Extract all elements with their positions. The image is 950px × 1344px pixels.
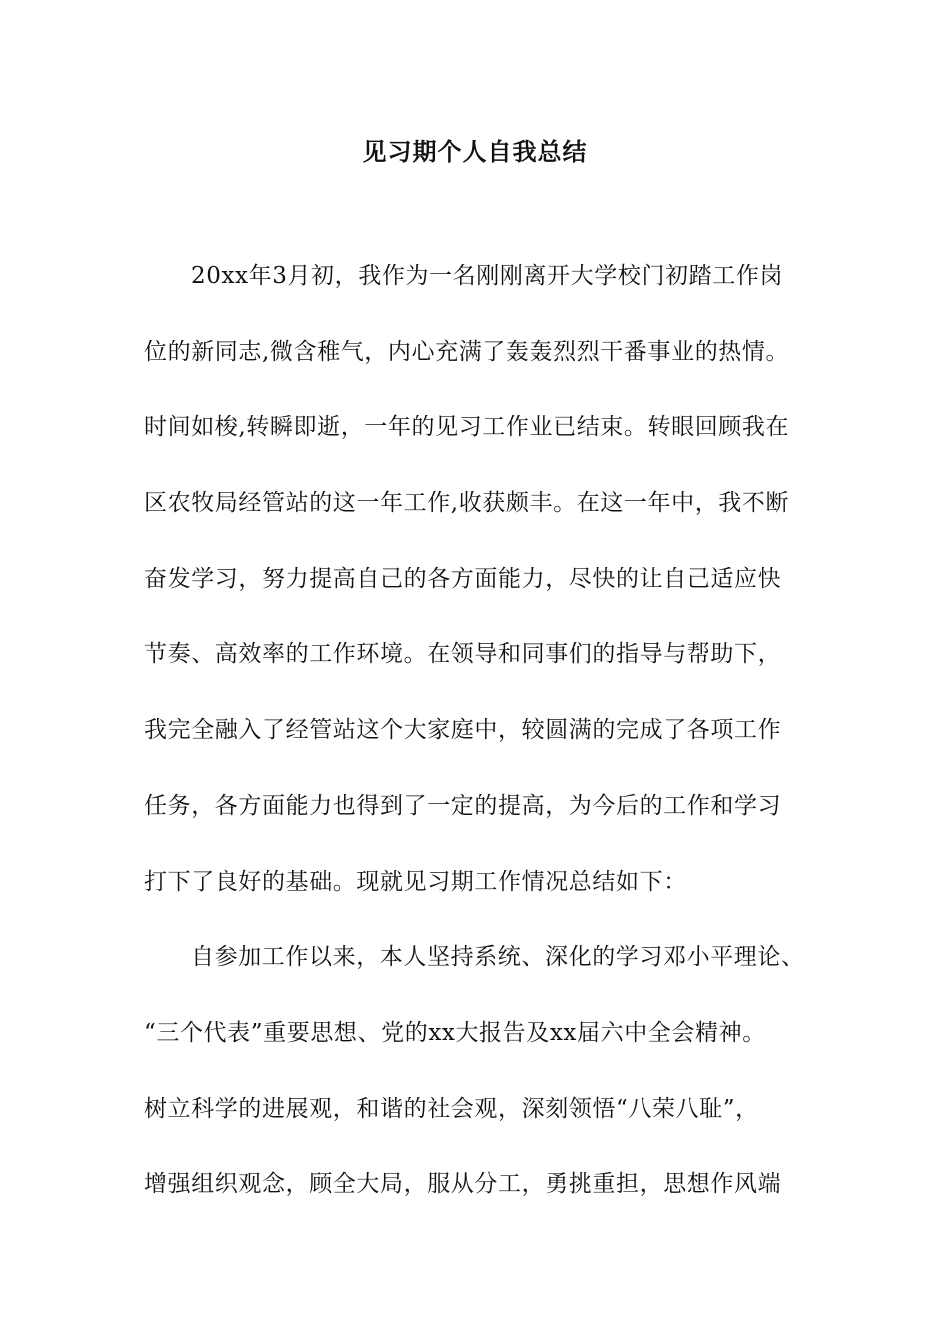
paragraph-line: 时间如梭,转瞬即逝，一年的见习工作业已结束。转眼回顾我在	[144, 414, 790, 441]
paragraph-line: 位的新同志,微含稚气，内心充满了轰轰烈烈干番事业的热情。	[144, 338, 790, 365]
paragraph-line: 自参加工作以来，本人坚持系统、深化的学习邓小平理论、	[191, 944, 805, 971]
paragraph-line: 节奏、高效率的工作环境。在领导和同事们的指导与帮助下，	[144, 641, 782, 668]
paragraph-line: 区农牧局经管站的这一年工作,收获颇丰。在这一年中，我不断	[144, 490, 790, 517]
paragraph-line: 任务，各方面能力也得到了一定的提高，为今后的工作和学习	[144, 792, 782, 819]
paragraph-line: “三个代表”重要思想、党的xx大报告及xx届六中全会精神。	[144, 1019, 766, 1046]
paragraph-line: 我完全融入了经管站这个大家庭中，较圆满的完成了各项工作	[144, 717, 782, 744]
document-body	[144, 258, 834, 1242]
paragraph-line: 奋发学习，努力提高自己的各方面能力，尽快的让自己适应快	[144, 565, 782, 592]
paragraph-line: 树立科学的进展观，和谐的社会观，深刻领悟“八荣八耻”，	[144, 1095, 759, 1122]
paragraph-line: 20xx年3月初，我作为一名刚刚离开大学校门初踏工作岗	[191, 263, 784, 289]
paragraph-line: 打下了良好的基础。现就见习期工作情况总结如下：	[144, 868, 687, 895]
paragraph-line: 增强组织观念，顾全大局，服从分工，勇挑重担，思想作风端	[144, 1171, 782, 1198]
document-title: 见习期个人自我总结	[362, 137, 588, 166]
